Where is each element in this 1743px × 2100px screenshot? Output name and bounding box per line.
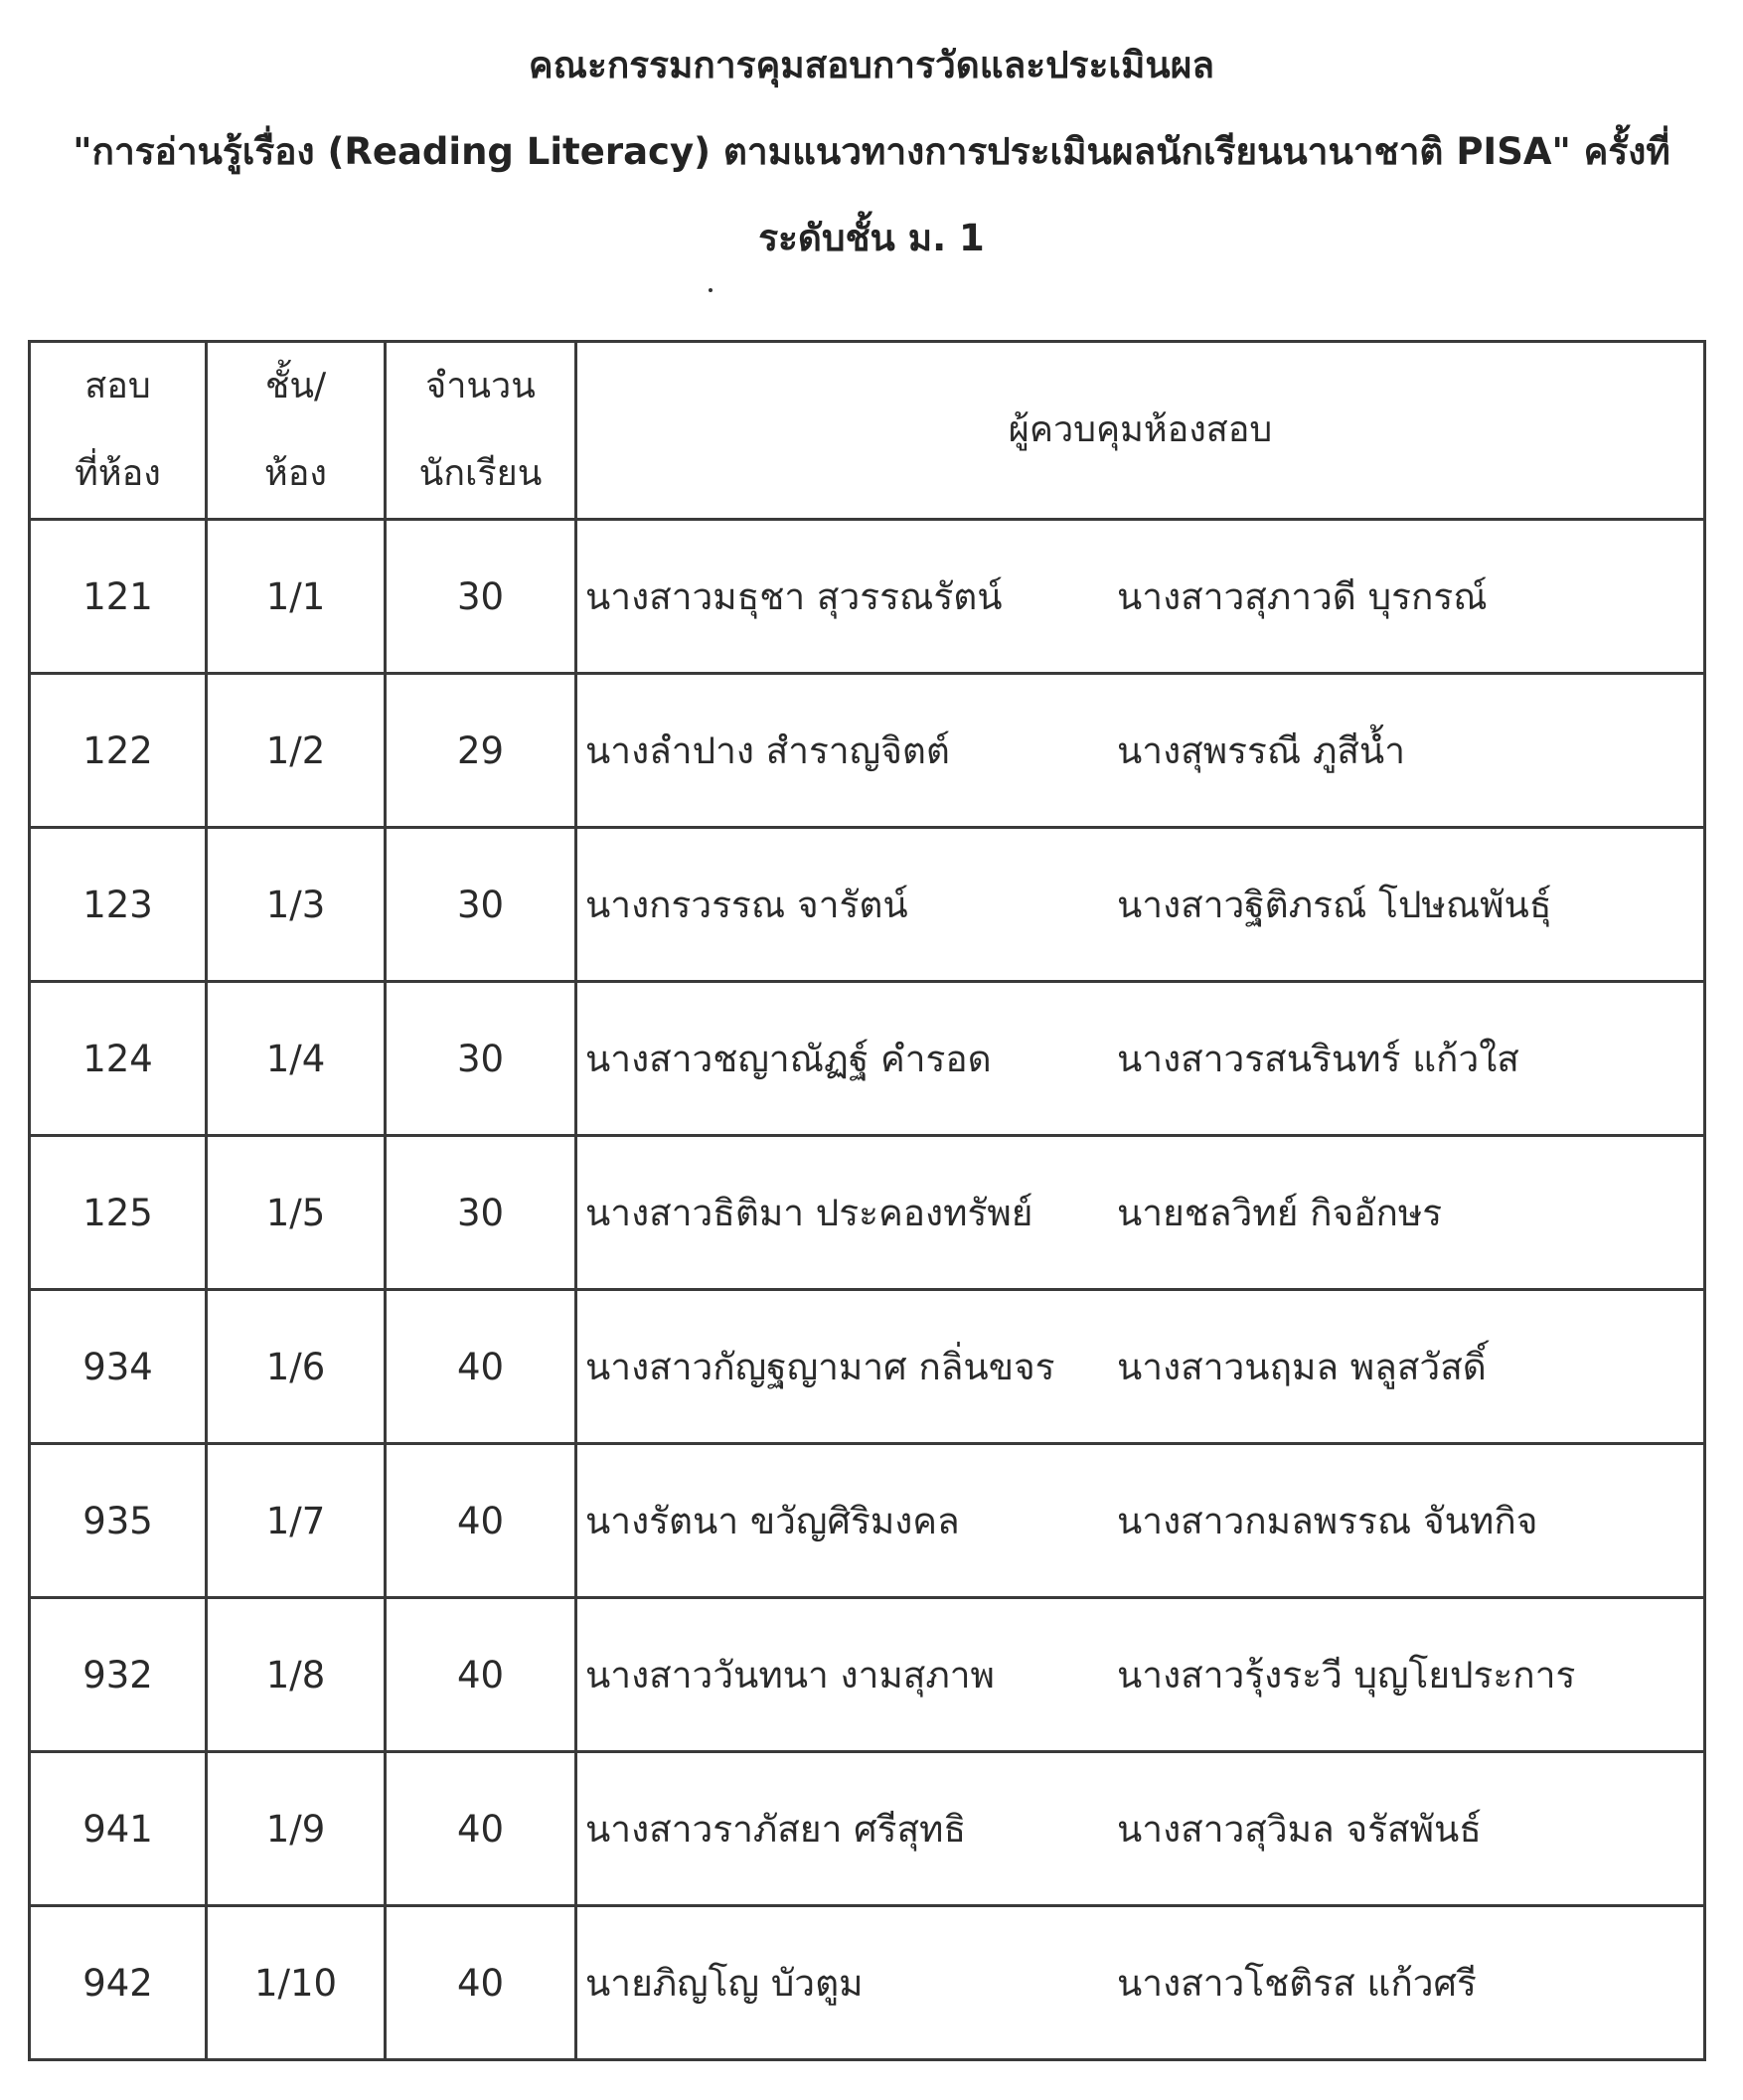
count-cell: 40	[386, 1906, 576, 2060]
room-cell: 932	[30, 1598, 207, 1752]
class-cell: 1/10	[207, 1906, 386, 2060]
proctor-2: นางสาวรุ้งระวี บุญโยประการ	[1117, 1653, 1576, 1696]
room-cell: 121	[30, 520, 207, 674]
room-cell: 934	[30, 1290, 207, 1444]
header-count: จำนวน นักเรียน	[386, 342, 576, 520]
room-cell: 935	[30, 1444, 207, 1598]
proctor-table	[28, 340, 1706, 2061]
table-header-row	[30, 342, 1705, 520]
committee-title: คณะกรรมการคุมสอบการวัดและประเมินผล	[528, 44, 1215, 86]
table-row	[30, 1598, 1705, 1752]
proctors-cell	[576, 982, 1705, 1136]
table-row	[30, 1290, 1705, 1444]
proctor-1: นางสาววันทนา งามสุภาพ	[585, 1653, 995, 1696]
class-cell: 1/1	[207, 520, 386, 674]
table-row	[30, 1752, 1705, 1906]
table-row	[30, 674, 1705, 828]
room-cell: 122	[30, 674, 207, 828]
count-cell: 40	[386, 1598, 576, 1752]
proctor-2: นางสาวสุวิมล จรัสพันธ์	[1117, 1807, 1482, 1851]
class-cell: 1/2	[207, 674, 386, 828]
document-header	[0, 34, 1743, 260]
header-room: สอบ ที่ห้อง	[30, 342, 207, 520]
grade-level: ระดับชั้น ม. 1	[758, 217, 985, 259]
table-row	[30, 520, 1705, 674]
room-cell: 124	[30, 982, 207, 1136]
room-cell: 123	[30, 828, 207, 982]
proctor-2: นางสุพรรณี ภูสีน้ำ	[1117, 728, 1405, 772]
proctor-2: นางสาวฐิติภรณ์ โปษณพันธุ์	[1117, 883, 1552, 926]
proctors-cell	[576, 1906, 1705, 2060]
class-cell: 1/4	[207, 982, 386, 1136]
table-row	[30, 982, 1705, 1136]
class-cell: 1/6	[207, 1290, 386, 1444]
table-row	[30, 1906, 1705, 2060]
proctors-cell	[576, 1136, 1705, 1290]
proctor-1: นางกรวรรณ จารัตน์	[585, 883, 908, 926]
proctors-cell	[576, 1444, 1705, 1598]
room-cell: 942	[30, 1906, 207, 2060]
proctor-2: นางสาวนฤมล พลูสวัสดิ์	[1117, 1345, 1487, 1388]
count-cell: 40	[386, 1752, 576, 1906]
proctor-2: นายชลวิทย์ กิจอักษร	[1117, 1191, 1443, 1234]
proctor-2: นางสาวกมลพรรณ จันทกิจ	[1117, 1499, 1538, 1542]
table-row	[30, 1444, 1705, 1598]
class-cell: 1/9	[207, 1752, 386, 1906]
table-row	[30, 828, 1705, 982]
room-cell: 941	[30, 1752, 207, 1906]
count-cell: 40	[386, 1444, 576, 1598]
proctor-1: นางสาวกัญฐญามาศ กลิ่นขจร	[585, 1345, 1055, 1388]
proctor-1: นายภิญโญ บัวตูม	[585, 1961, 864, 2005]
room-cell: 125	[30, 1136, 207, 1290]
count-cell: 30	[386, 520, 576, 674]
proctor-2: นางสาวรสนรินทร์ แก้วใส	[1117, 1037, 1519, 1080]
exam-title: "การอ่านรู้เรื่อง (Reading Literacy) ตามแนวทางการประเมินผลนักเรียนนานาชาติ PISA" ครั้งที่	[73, 130, 1670, 173]
proctor-2: นางสาวสุภาวดี บุรกรณ์	[1117, 574, 1488, 618]
proctor-1: นางรัตนา ขวัญศิริมงคล	[585, 1499, 960, 1542]
proctor-1: นางสาวธิติมา ประคองทรัพย์	[585, 1191, 1033, 1234]
proctors-cell	[576, 520, 1705, 674]
stray-dot	[709, 288, 713, 292]
class-cell: 1/8	[207, 1598, 386, 1752]
count-cell: 30	[386, 982, 576, 1136]
header-proctors: ผู้ควบคุมห้องสอบ	[576, 342, 1705, 520]
class-cell: 1/7	[207, 1444, 386, 1598]
class-cell: 1/3	[207, 828, 386, 982]
proctors-cell	[576, 828, 1705, 982]
class-cell: 1/5	[207, 1136, 386, 1290]
proctors-cell	[576, 1598, 1705, 1752]
proctors-cell	[576, 1290, 1705, 1444]
count-cell: 30	[386, 1136, 576, 1290]
table-row	[30, 1136, 1705, 1290]
count-cell: 29	[386, 674, 576, 828]
count-cell: 30	[386, 828, 576, 982]
proctor-1: นางสาวมธุชา สุวรรณรัตน์	[585, 574, 1003, 618]
proctor-1: นางสาวชญาณัฏฐ์ คำรอด	[585, 1037, 992, 1080]
proctor-1: นางสาวราภัสยา ศรีสุทธิ	[585, 1807, 967, 1851]
proctor-1: นางลำปาง สำราญจิตต์	[585, 728, 950, 772]
count-cell: 40	[386, 1290, 576, 1444]
proctors-cell	[576, 674, 1705, 828]
proctor-2: นางสาวโชติรส แก้วศรี	[1117, 1961, 1477, 2005]
header-class: ชั้น/ ห้อง	[207, 342, 386, 520]
proctors-cell	[576, 1752, 1705, 1906]
